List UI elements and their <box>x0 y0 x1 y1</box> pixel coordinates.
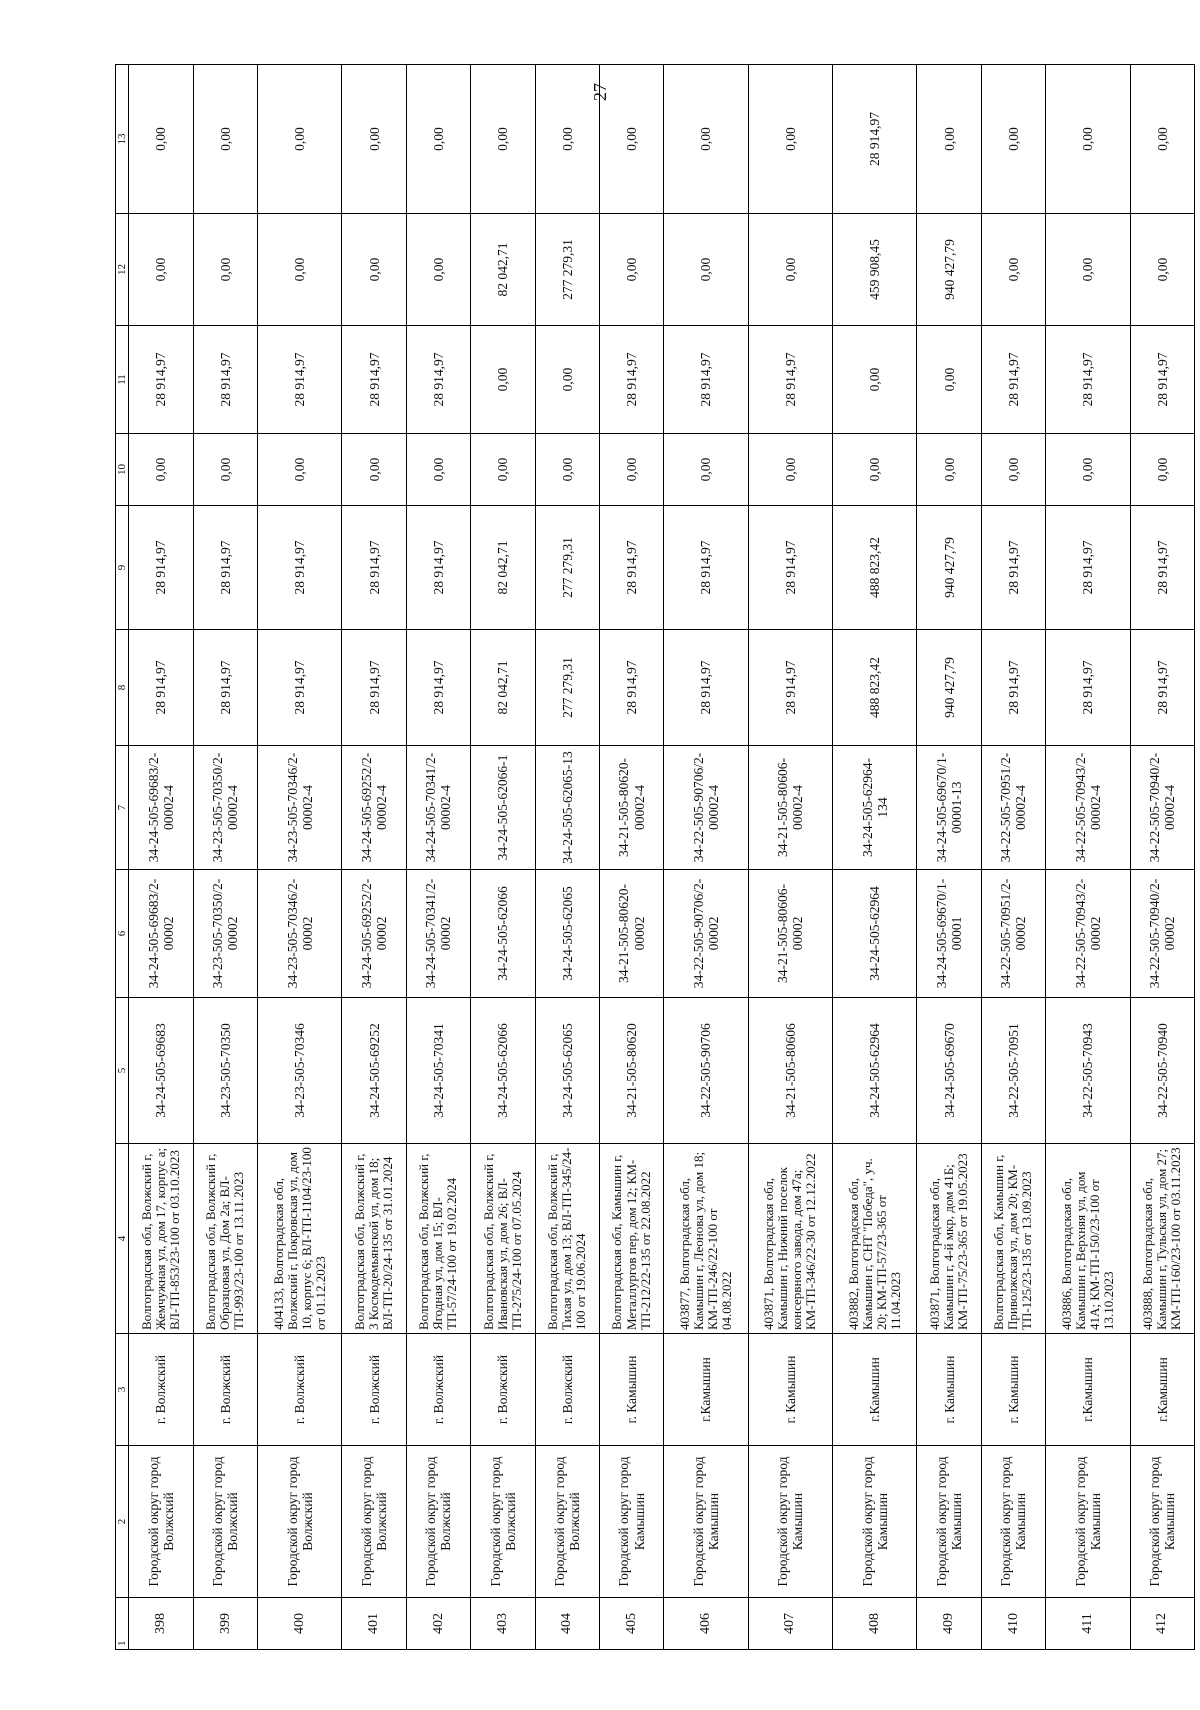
row-number: 406 <box>664 1598 748 1650</box>
code-cell: 34-23-505-70350 <box>193 998 257 1144</box>
city-cell: г. Камышин <box>748 1334 832 1446</box>
amount-cell: 0,00 <box>258 434 342 506</box>
row-number: 399 <box>193 1598 257 1650</box>
city-cell: г.Камышин <box>664 1334 748 1446</box>
amount-cell: 82 042,71 <box>471 630 535 746</box>
object-code-cell: 34-23-505-70350/2-00002 <box>193 870 257 998</box>
object-code-cell: 34-24-505-69683/2-00002 <box>129 870 193 998</box>
amount-cell: 0,00 <box>599 434 663 506</box>
amount-cell: 0,00 <box>917 65 981 214</box>
sub-code-cell: 34-22-505-70943/2-00002-4 <box>1046 746 1130 870</box>
object-code-cell: 34-22-505-90706/2-00002 <box>664 870 748 998</box>
object-code-cell: 34-22-505-70943/2-00002 <box>1046 870 1130 998</box>
amount-cell: 28 914,97 <box>833 65 917 214</box>
column-number: 4 <box>116 1144 129 1334</box>
amount-cell: 0,00 <box>981 214 1045 326</box>
row-number: 408 <box>833 1598 917 1650</box>
amount-cell: 28 914,97 <box>748 326 832 434</box>
district-cell: Городской округ город Волжский <box>535 1446 599 1598</box>
amount-cell: 28 914,97 <box>129 630 193 746</box>
table-row <box>258 65 342 1650</box>
code-cell: 34-24-505-69670 <box>917 998 981 1144</box>
row-number: 402 <box>406 1598 470 1650</box>
amount-cell: 28 914,97 <box>1046 506 1130 630</box>
row-number: 410 <box>981 1598 1045 1650</box>
code-cell: 34-24-505-62964 <box>833 998 917 1144</box>
table-row <box>981 65 1045 1650</box>
address-cell: 404133, Волгоградская обл, Волжский г, Покровская ул, дом 10, корпус 6; ВЛ-ТП-1104/23-100 от 01.12.2023 <box>258 1144 342 1334</box>
row-number: 409 <box>917 1598 981 1650</box>
amount-cell: 28 914,97 <box>599 326 663 434</box>
amount-cell: 28 914,97 <box>193 326 257 434</box>
object-code-cell: 34-24-505-70341/2-00002 <box>406 870 470 998</box>
amount-cell: 0,00 <box>471 65 535 214</box>
amount-cell: 0,00 <box>1130 214 1195 326</box>
column-number: 7 <box>116 746 129 870</box>
address-cell: 403888, Волгоградская обл, Камышин г, Тульская ул, дом 27; КМ-ТП-160/23-100 от 03.11.2023 <box>1130 1144 1195 1334</box>
city-cell: г. Волжский <box>193 1334 257 1446</box>
amount-cell: 28 914,97 <box>599 630 663 746</box>
amount-cell: 277 279,31 <box>535 506 599 630</box>
address-cell: Волгоградская обл, Волжский г, Жемчужная ул, дом 17, корпус а; ВЛ-ТП-853/23-100 от 03.10.2023 <box>129 1144 193 1334</box>
table-row <box>471 65 535 1650</box>
amount-cell: 0,00 <box>193 434 257 506</box>
district-cell: Городской округ город Волжский <box>193 1446 257 1598</box>
amount-cell: 28 914,97 <box>1130 326 1195 434</box>
address-cell: 403877, Волгоградская обл, Камышин г, Леонова ул, дом 18; КМ-ТП-246/22-100 от 04.08.2022 <box>664 1144 748 1334</box>
sub-code-cell: 34-24-505-69683/2-00002-4 <box>129 746 193 870</box>
amount-cell: 0,00 <box>1046 214 1130 326</box>
amount-cell: 488 823,42 <box>833 630 917 746</box>
object-code-cell: 34-24-505-62065 <box>535 870 599 998</box>
row-number: 405 <box>599 1598 663 1650</box>
district-cell: Городской округ город Волжский <box>406 1446 470 1598</box>
amount-cell: 28 914,97 <box>193 506 257 630</box>
amount-cell: 28 914,97 <box>193 630 257 746</box>
column-number: 3 <box>116 1334 129 1446</box>
address-cell: 403871, Волгоградская обл, Камышин г, Нижний поселок консервного завода, дом 47а; КМ-ТП-346/22-30 от 12.12.2022 <box>748 1144 832 1334</box>
amount-cell: 0,00 <box>981 65 1045 214</box>
object-code-cell: 34-24-505-69670/1-00001 <box>917 870 981 998</box>
amount-cell: 940 427,79 <box>917 506 981 630</box>
city-cell: г. Волжский <box>406 1334 470 1446</box>
column-number: 2 <box>116 1446 129 1598</box>
city-cell: г.Камышин <box>833 1334 917 1446</box>
sub-code-cell: 34-24-505-62964-134 <box>833 746 917 870</box>
row-number: 400 <box>258 1598 342 1650</box>
row-number: 401 <box>342 1598 406 1650</box>
rotated-table-wrapper <box>115 65 1195 1650</box>
column-number: 6 <box>116 870 129 998</box>
sub-code-cell: 34-22-505-70951/2-00002-4 <box>981 746 1045 870</box>
amount-cell: 0,00 <box>129 214 193 326</box>
sub-code-cell: 34-21-505-80606-00002-4 <box>748 746 832 870</box>
code-cell: 34-23-505-70346 <box>258 998 342 1144</box>
amount-cell: 0,00 <box>833 326 917 434</box>
row-number: 412 <box>1130 1598 1195 1650</box>
amount-cell: 0,00 <box>1130 65 1195 214</box>
row-number: 403 <box>471 1598 535 1650</box>
district-cell: Городской округ город Камышин <box>1130 1446 1195 1598</box>
amount-cell: 28 914,97 <box>1046 630 1130 746</box>
sub-code-cell: 34-23-505-70350/2-00002-4 <box>193 746 257 870</box>
address-cell: Волгоградская обл, Волжский г, Ивановская ул, дом 26; ВЛ-ТП-275/24-100 от 07.05.2024 <box>471 1144 535 1334</box>
row-number: 398 <box>129 1598 193 1650</box>
amount-cell: 0,00 <box>599 65 663 214</box>
table-row <box>193 65 257 1650</box>
amount-cell: 28 914,97 <box>342 326 406 434</box>
object-code-cell: 34-21-505-80606-00002 <box>748 870 832 998</box>
column-number: 9 <box>116 506 129 630</box>
amount-cell: 28 914,97 <box>664 506 748 630</box>
code-cell: 34-21-505-80620 <box>599 998 663 1144</box>
table-row <box>342 65 406 1650</box>
column-number: 12 <box>116 214 129 326</box>
amount-cell: 940 427,79 <box>917 214 981 326</box>
amount-cell: 0,00 <box>599 214 663 326</box>
amount-cell: 28 914,97 <box>1130 630 1195 746</box>
code-cell: 34-22-505-70943 <box>1046 998 1130 1144</box>
amount-cell: 277 279,31 <box>535 630 599 746</box>
amount-cell: 0,00 <box>535 326 599 434</box>
amount-cell: 0,00 <box>748 214 832 326</box>
amount-cell: 0,00 <box>1046 65 1130 214</box>
amount-cell: 0,00 <box>342 214 406 326</box>
district-cell: Городской округ город Камышин <box>748 1446 832 1598</box>
amount-cell: 0,00 <box>748 434 832 506</box>
table-body <box>129 65 1195 1650</box>
amount-cell: 459 908,45 <box>833 214 917 326</box>
amount-cell: 0,00 <box>342 434 406 506</box>
district-cell: Городской округ город Волжский <box>258 1446 342 1598</box>
table-row <box>1046 65 1130 1650</box>
object-code-cell: 34-24-505-62964 <box>833 870 917 998</box>
table-row <box>664 65 748 1650</box>
sub-code-cell: 34-21-505-80620-00002-4 <box>599 746 663 870</box>
amount-cell: 0,00 <box>917 326 981 434</box>
code-cell: 34-22-505-70951 <box>981 998 1045 1144</box>
amount-cell: 28 914,97 <box>342 630 406 746</box>
table-row <box>1130 65 1195 1650</box>
amount-cell: 28 914,97 <box>258 506 342 630</box>
code-cell: 34-24-505-70341 <box>406 998 470 1144</box>
amount-cell: 28 914,97 <box>1130 506 1195 630</box>
code-cell: 34-24-505-62065 <box>535 998 599 1144</box>
amount-cell: 28 914,97 <box>129 326 193 434</box>
column-number: 11 <box>116 326 129 434</box>
table-row <box>833 65 917 1650</box>
page-number: 27 <box>590 83 610 101</box>
amount-cell: 0,00 <box>535 65 599 214</box>
amount-cell: 28 914,97 <box>664 326 748 434</box>
code-cell: 34-24-505-62066 <box>471 998 535 1144</box>
object-code-cell: 34-24-505-62066 <box>471 870 535 998</box>
amount-cell: 82 042,71 <box>471 506 535 630</box>
amount-cell: 0,00 <box>193 65 257 214</box>
amount-cell: 28 914,97 <box>1046 326 1130 434</box>
amount-cell: 28 914,97 <box>748 630 832 746</box>
district-cell: Городской округ город Волжский <box>129 1446 193 1598</box>
table-row <box>406 65 470 1650</box>
amount-cell: 28 914,97 <box>258 630 342 746</box>
row-number: 404 <box>535 1598 599 1650</box>
amount-cell: 0,00 <box>258 214 342 326</box>
code-cell: 34-22-505-90706 <box>664 998 748 1144</box>
amount-cell: 0,00 <box>193 214 257 326</box>
city-cell: г. Камышин <box>917 1334 981 1446</box>
amount-cell: 277 279,31 <box>535 214 599 326</box>
table-row <box>599 65 663 1650</box>
column-number: 13 <box>116 65 129 214</box>
amount-cell: 28 914,97 <box>664 630 748 746</box>
amount-cell: 28 914,97 <box>981 630 1045 746</box>
object-code-cell: 34-24-505-69252/2-00002 <box>342 870 406 998</box>
amount-cell: 0,00 <box>1046 434 1130 506</box>
amount-cell: 0,00 <box>917 434 981 506</box>
amount-cell: 28 914,97 <box>406 630 470 746</box>
amount-cell: 0,00 <box>129 65 193 214</box>
address-cell: Волгоградская обл, Волжский г, 3 Космодемьянской ул, дом 18; ВЛ-ТП-20/24-135 от 31.01.2024 <box>342 1144 406 1334</box>
address-cell: Волгоградская обл, Волжский г, Тихая ул, дом 13; ВЛ-ТП-345/24-100 от 19.06.2024 <box>535 1144 599 1334</box>
table-row <box>129 65 193 1650</box>
amount-cell: 28 914,97 <box>342 506 406 630</box>
amount-cell: 0,00 <box>664 434 748 506</box>
district-cell: Городской округ город Камышин <box>664 1446 748 1598</box>
amount-cell: 28 914,97 <box>981 506 1045 630</box>
sub-code-cell: 34-24-505-62065-13 <box>535 746 599 870</box>
code-cell: 34-21-505-80606 <box>748 998 832 1144</box>
address-cell: Волгоградская обл, Камышин г, Металлургов пер, дом 12; КМ-ТП-212/22-135 от 22.08.2022 <box>599 1144 663 1334</box>
amount-cell: 0,00 <box>1130 434 1195 506</box>
amount-cell: 0,00 <box>981 434 1045 506</box>
city-cell: г. Камышин <box>599 1334 663 1446</box>
amount-cell: 488 823,42 <box>833 506 917 630</box>
column-number: 10 <box>116 434 129 506</box>
amount-cell: 0,00 <box>833 434 917 506</box>
amount-cell: 0,00 <box>258 65 342 214</box>
amount-cell: 940 427,79 <box>917 630 981 746</box>
amount-cell: 28 914,97 <box>406 506 470 630</box>
city-cell: г. Камышин <box>981 1334 1045 1446</box>
data-table <box>115 64 1195 1650</box>
object-code-cell: 34-21-505-80620-00002 <box>599 870 663 998</box>
city-cell: г.Камышин <box>1046 1334 1130 1446</box>
column-number: 1 <box>116 1598 129 1650</box>
address-cell: Волгоградская обл, Волжский г, Ягодная ул, дом 15; ВЛ-ТП-57/24-100 от 19.02.2024 <box>406 1144 470 1334</box>
column-number-row <box>116 65 129 1650</box>
amount-cell: 0,00 <box>471 326 535 434</box>
amount-cell: 82 042,71 <box>471 214 535 326</box>
code-cell: 34-24-505-69683 <box>129 998 193 1144</box>
object-code-cell: 34-22-505-70940/2-00002 <box>1130 870 1195 998</box>
amount-cell: 0,00 <box>406 65 470 214</box>
district-cell: Городской округ город Камышин <box>917 1446 981 1598</box>
amount-cell: 0,00 <box>406 434 470 506</box>
amount-cell: 0,00 <box>664 65 748 214</box>
amount-cell: 28 914,97 <box>129 506 193 630</box>
sub-code-cell: 34-24-505-69670/1-00001-13 <box>917 746 981 870</box>
column-number: 5 <box>116 998 129 1144</box>
sub-code-cell: 34-22-505-70940/2-00002-4 <box>1130 746 1195 870</box>
amount-cell: 0,00 <box>129 434 193 506</box>
city-cell: г.Камышин <box>1130 1334 1195 1446</box>
object-code-cell: 34-23-505-70346/2-00002 <box>258 870 342 998</box>
city-cell: г. Волжский <box>129 1334 193 1446</box>
amount-cell: 28 914,97 <box>406 326 470 434</box>
table-row <box>748 65 832 1650</box>
address-cell: 403871, Волгоградская обл, Камышин г, 4-й мкр, дом 41Б; КМ-ТП-75/23-365 от 19.05.2023 <box>917 1144 981 1334</box>
sub-code-cell: 34-23-505-70346/2-00002-4 <box>258 746 342 870</box>
amount-cell: 28 914,97 <box>748 506 832 630</box>
object-code-cell: 34-22-505-70951/2-00002 <box>981 870 1045 998</box>
district-cell: Городской округ город Камышин <box>599 1446 663 1598</box>
district-cell: Городской округ город Волжский <box>471 1446 535 1598</box>
code-cell: 34-24-505-69252 <box>342 998 406 1144</box>
sub-code-cell: 34-22-505-90706/2-00002-4 <box>664 746 748 870</box>
table-row <box>917 65 981 1650</box>
city-cell: г. Волжский <box>342 1334 406 1446</box>
amount-cell: 0,00 <box>471 434 535 506</box>
amount-cell: 28 914,97 <box>981 326 1045 434</box>
row-number: 411 <box>1046 1598 1130 1650</box>
city-cell: г. Волжский <box>258 1334 342 1446</box>
sub-code-cell: 34-24-505-70341/2-00002-4 <box>406 746 470 870</box>
district-cell: Городской округ город Камышин <box>1046 1446 1130 1598</box>
amount-cell: 0,00 <box>406 214 470 326</box>
amount-cell: 0,00 <box>342 65 406 214</box>
amount-cell: 0,00 <box>535 434 599 506</box>
district-cell: Городской округ город Волжский <box>342 1446 406 1598</box>
column-number: 8 <box>116 630 129 746</box>
amount-cell: 28 914,97 <box>599 506 663 630</box>
district-cell: Городской округ город Камышин <box>981 1446 1045 1598</box>
address-cell: Волгоградская обл, Волжский г, Образцовая ул, Дом 2а; ВЛ-ТП-993/23-100 от 13.11.2023 <box>193 1144 257 1334</box>
amount-cell: 0,00 <box>748 65 832 214</box>
code-cell: 34-22-505-70940 <box>1130 998 1195 1144</box>
city-cell: г. Волжский <box>471 1334 535 1446</box>
sub-code-cell: 34-24-505-69252/2-00002-4 <box>342 746 406 870</box>
sub-code-cell: 34-24-505-62066-1 <box>471 746 535 870</box>
row-number: 407 <box>748 1598 832 1650</box>
district-cell: Городской округ город Камышин <box>833 1446 917 1598</box>
amount-cell: 28 914,97 <box>258 326 342 434</box>
address-cell: Волгоградская обл, Камышин г, Приволжская ул, дом 20; КМ-ТП-125/23-135 от 13.09.2023 <box>981 1144 1045 1334</box>
city-cell: г. Волжский <box>535 1334 599 1446</box>
amount-cell: 0,00 <box>664 214 748 326</box>
address-cell: 403886, Волгоградская обл, Камышин г, Верхняя ул, дом 41А; КМ-ТП-150/23-100 от 13.10.2023 <box>1046 1144 1130 1334</box>
address-cell: 403882, Волгоградская обл, Камышин г, СНТ "Победа", уч. 20; КМ-ТП-57/23-365 от 11.04.2023 <box>833 1144 917 1334</box>
table-row <box>535 65 599 1650</box>
